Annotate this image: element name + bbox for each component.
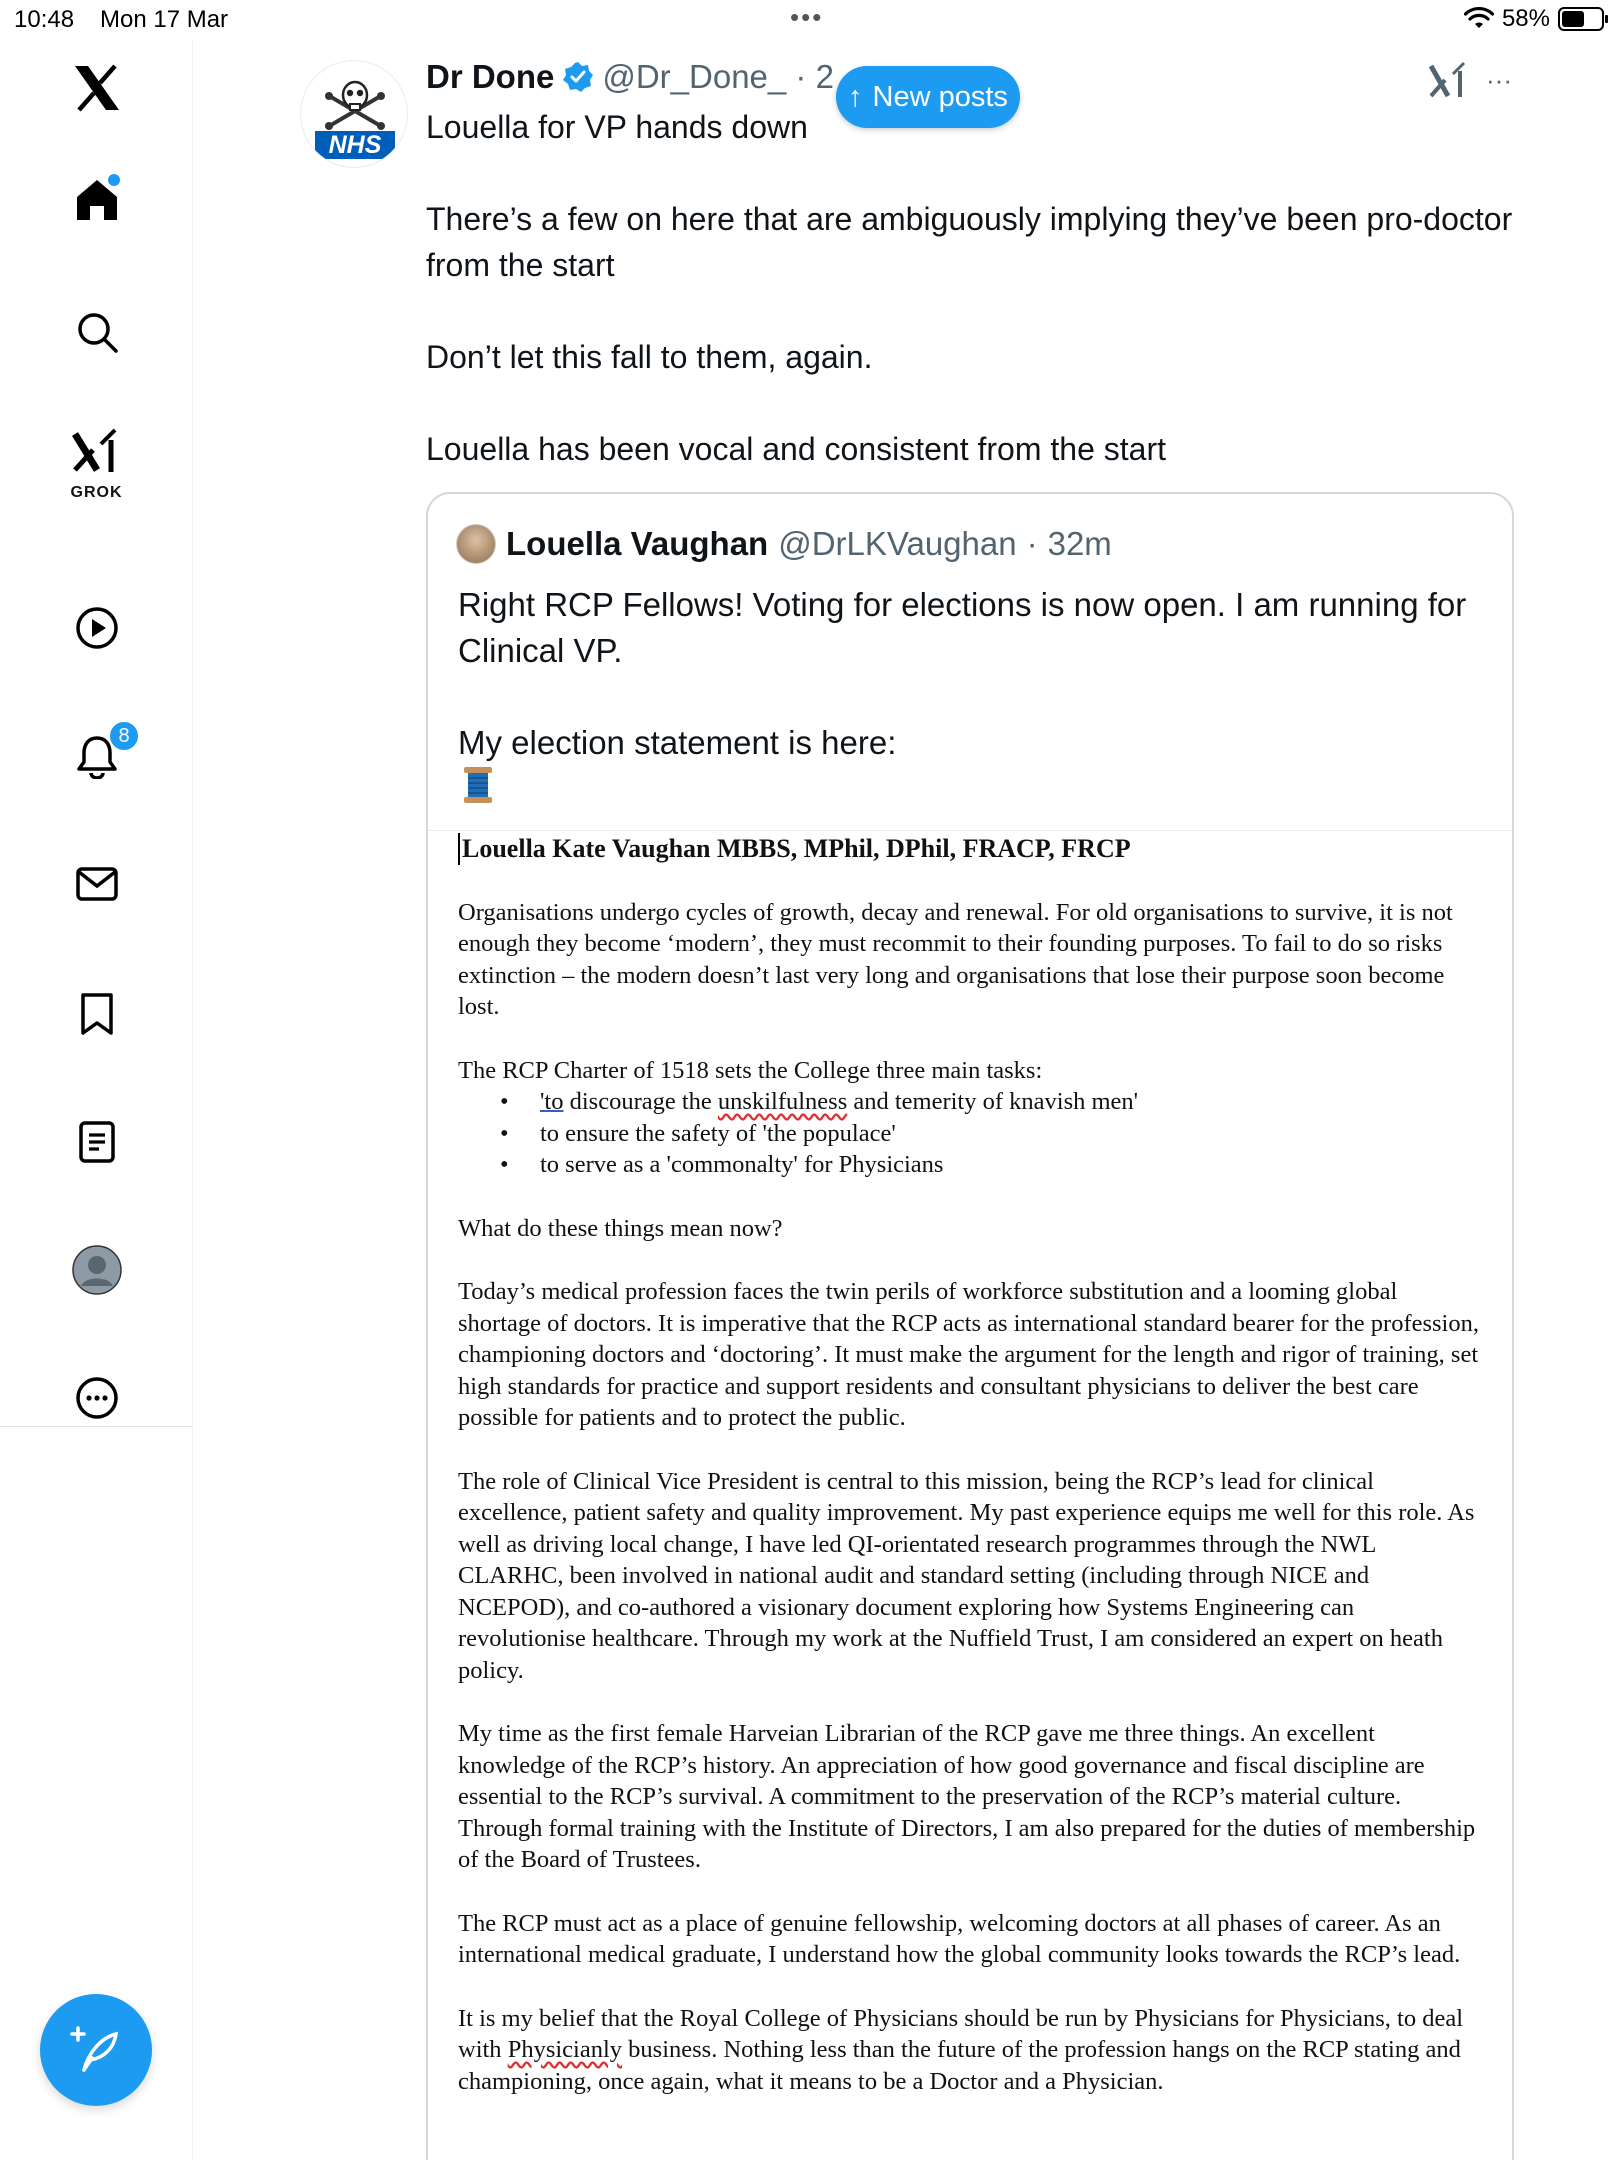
bookmark-icon bbox=[75, 991, 119, 1037]
compose-button[interactable] bbox=[40, 1994, 152, 2106]
wifi-icon bbox=[1464, 7, 1494, 31]
post-tools bbox=[1428, 60, 1512, 100]
doc-bullet-text: 'to bbox=[540, 1088, 564, 1115]
x-logo-icon bbox=[71, 62, 123, 114]
nav-notifications[interactable] bbox=[0, 726, 193, 786]
compose-icon bbox=[70, 2024, 122, 2076]
doc-paragraph bbox=[458, 2003, 1486, 2098]
quote-paragraph: Right RCP Fellows! Voting for elections is now open. I am running for Clinical VP. bbox=[458, 586, 1467, 669]
battery-icon bbox=[1558, 7, 1604, 31]
mail-icon bbox=[74, 861, 120, 907]
left-nav bbox=[0, 40, 193, 2160]
doc-paragraph: The role of Clinical Vice President is central to this mission, being the RCP’s lead for clinical excellence, patient safety and quality improvement. My past experience equips me well for this role. As well as driving local change, I have led QI-orientated research programmes through the NWL CLARHC, been involved in national audit and standard setting (including through NICE and NCEPOD), and co-authored a visionary document exploring how Systems Engineering can revolutionise healthcare. Through my work at the Nuffield Trust, I am considered an expert on heath policy. bbox=[458, 1467, 1475, 1684]
doc-text: Physicianly bbox=[507, 2036, 623, 2063]
post-paragraph bbox=[426, 150, 1516, 196]
doc-title: Louella Kate Vaughan MBBS, MPhil, DPhil, FRACP, FRCP bbox=[458, 833, 1486, 865]
multitask-dots[interactable]: ••• bbox=[790, 2, 824, 32]
author-name[interactable]: Dr Done bbox=[426, 58, 555, 95]
verified-icon bbox=[562, 61, 594, 93]
post-more-icon[interactable]: ··· bbox=[1486, 64, 1512, 95]
quote-author-handle[interactable]: @DrLKVaughan bbox=[778, 525, 1017, 562]
post-text bbox=[426, 104, 1516, 472]
post-paragraph: Louella for VP hands down bbox=[426, 109, 808, 145]
doc-bullet-text: and temerity of knavish men' bbox=[853, 1088, 1139, 1115]
nav-profile[interactable] bbox=[0, 1240, 193, 1300]
nav-messages[interactable] bbox=[0, 854, 193, 914]
status-time: 10:48 bbox=[14, 6, 75, 33]
notification-badge: 8 bbox=[108, 720, 140, 752]
post-paragraph: There’s a few on here that are ambiguously implying they’ve been pro-doctor from the start bbox=[426, 201, 1513, 283]
doc-text: business. Nothing less than the future of the profession hangs on the RCP stating and championing, once again, what it means to be a Doctor and a Physician. bbox=[458, 2036, 1461, 2095]
doc-paragraph: What do these things mean now? bbox=[458, 1214, 783, 1242]
post-paragraph bbox=[426, 380, 1516, 426]
author-handle[interactable]: @Dr_Done_ · 2 bbox=[602, 58, 834, 95]
nav-search[interactable] bbox=[0, 302, 193, 362]
spool-icon bbox=[462, 766, 494, 804]
doc-bullet bbox=[540, 1086, 1486, 1118]
doc-bullet: • to serve as a 'commonalty' for Physicians bbox=[540, 1149, 1486, 1181]
quote-time: 32m bbox=[1047, 525, 1112, 562]
post-paragraph bbox=[426, 288, 1516, 334]
nav-x-logo[interactable] bbox=[0, 58, 193, 118]
post-header bbox=[426, 58, 834, 96]
doc-paragraph: Organisations undergo cycles of growth, decay and renewal. For old organisations to survive, it is not enough they become ‘modern’, they must recommit to their founding purposes. To fail to do so risks extinction – the modern doesn’t last very long and organisations that lose their purpose soon become lost. bbox=[458, 898, 1453, 1020]
nav-lists[interactable] bbox=[0, 1112, 193, 1172]
quote-author-name[interactable]: Louella Vaughan bbox=[506, 525, 769, 562]
doc-paragraph: Today’s medical profession faces the twin perils of workforce substitution and a looming global shortage of doctors. It is imperative that the RCP acts as international standard bearer for the profession, championing doctors and ‘doctoring’. It must make the argument for the length and rigor of training, set high standards for practice and support residents and consultant physicians to deliver the best care possible for patients and to protect the public. bbox=[458, 1278, 1479, 1431]
arrow-up-icon: ↑ bbox=[848, 80, 863, 113]
doc-bullet-text: discourage the bbox=[569, 1088, 712, 1115]
doc-paragraph: The RCP Charter of 1518 sets the College three main tasks: bbox=[458, 1056, 1043, 1084]
grok-label: GROK bbox=[70, 484, 123, 501]
quote-paragraph: My election statement is here: bbox=[458, 724, 897, 761]
quoted-post[interactable] bbox=[426, 492, 1514, 2160]
quote-separator: · bbox=[1026, 525, 1038, 562]
doc-paragraph: My time as the first female Harveian Librarian of the RCP gave me three things. An excellent knowledge of the RCP’s history. An appreciation of how good governance and fiscal discipline are essential to the RCP’s survival. A commitment to the preservation of the RCP’s material culture. Through formal training with the Institute of Directors, I am also prepared for the duties of membership of the Board of Trustees. bbox=[458, 1720, 1476, 1873]
profile-icon bbox=[71, 1244, 123, 1296]
status-date: Mon 17 Mar bbox=[100, 6, 229, 33]
new-posts-label: New posts bbox=[872, 80, 1008, 113]
grok-explain-icon[interactable] bbox=[1428, 60, 1468, 100]
quote-text bbox=[458, 582, 1478, 766]
election-statement-image[interactable] bbox=[428, 830, 1514, 2160]
post-paragraph: Don’t let this fall to them, again. bbox=[426, 339, 873, 375]
doc-text: It is my belief that the Royal College of Physicians should be run by Physicians for Physicians, to deal with bbox=[458, 2004, 1464, 2063]
nhs-badge: NHS bbox=[328, 131, 382, 159]
author-avatar[interactable] bbox=[300, 60, 408, 168]
nav-grok[interactable] bbox=[0, 422, 193, 522]
doc-bullet-list bbox=[458, 1086, 1486, 1181]
battery-fill bbox=[1562, 11, 1584, 27]
nav-divider bbox=[0, 1426, 193, 1427]
home-new-dot bbox=[108, 174, 120, 186]
search-icon bbox=[75, 310, 119, 354]
video-icon bbox=[74, 605, 120, 651]
grok-icon bbox=[71, 426, 121, 476]
doc-paragraph: The RCP must act as a place of genuine fellowship, welcoming doctors at all phases of career. As an international medical graduate, I understand how the global community looks towards the RCP’s lead. bbox=[458, 1909, 1461, 1968]
doc-bullet: • to ensure the safety of 'the populace' bbox=[540, 1118, 1486, 1150]
quote-header bbox=[456, 524, 1112, 564]
more-icon bbox=[74, 1375, 120, 1421]
list-icon bbox=[75, 1119, 119, 1165]
nav-video[interactable] bbox=[0, 598, 193, 658]
status-bar bbox=[0, 0, 1620, 40]
quote-paragraph bbox=[458, 674, 1478, 720]
post-paragraph: Louella has been vocal and consistent from the start bbox=[426, 431, 1166, 467]
battery-percent: 58% bbox=[1501, 5, 1550, 32]
quote-avatar[interactable] bbox=[456, 524, 496, 564]
nav-bookmarks[interactable] bbox=[0, 984, 193, 1044]
doc-bullet-text: unskilfulness bbox=[717, 1088, 848, 1115]
nav-home[interactable] bbox=[0, 170, 193, 230]
nav-more[interactable] bbox=[0, 1368, 193, 1428]
